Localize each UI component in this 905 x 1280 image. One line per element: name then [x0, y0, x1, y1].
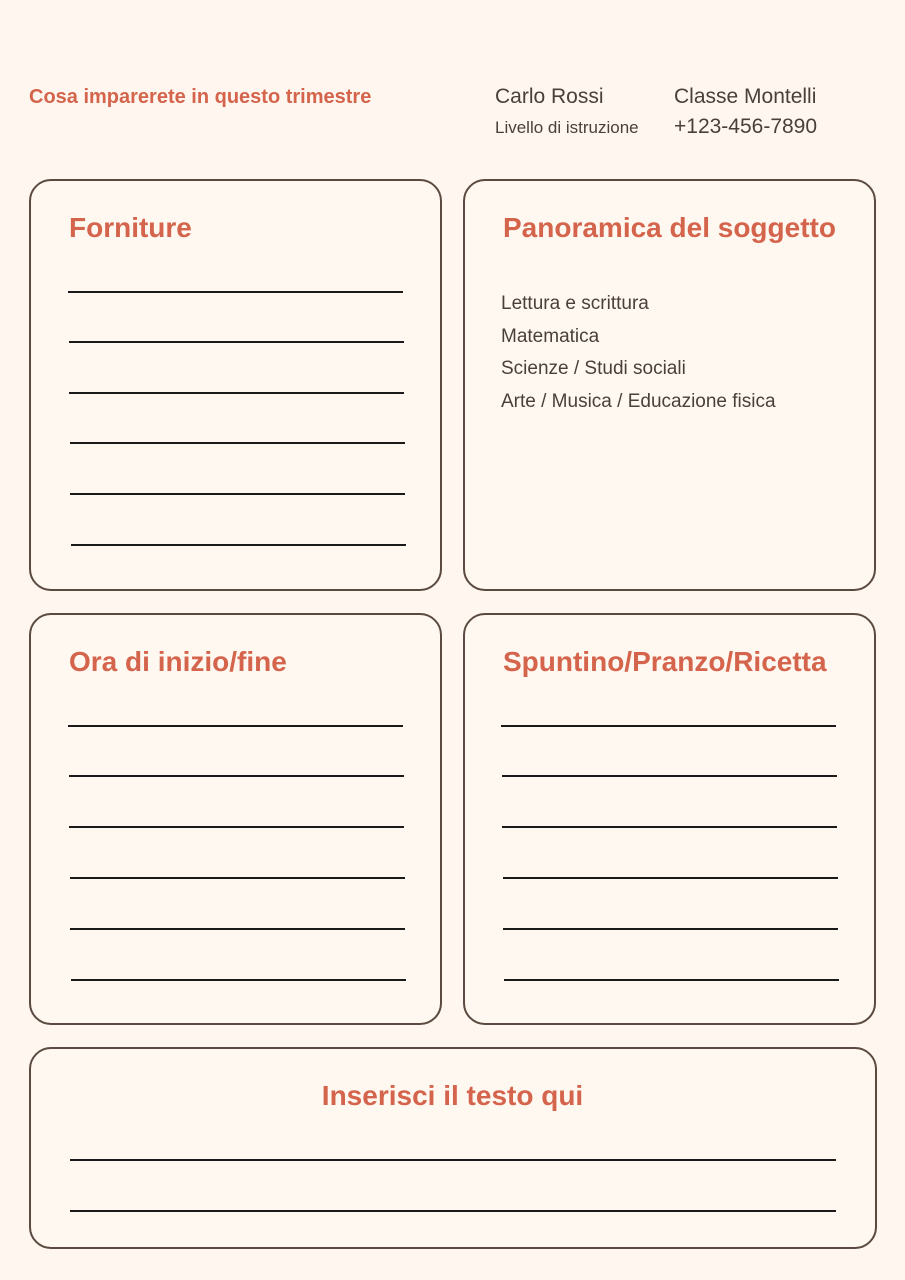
writing-line — [68, 291, 403, 293]
writing-line — [503, 877, 838, 879]
writing-line — [502, 826, 837, 828]
writing-line — [502, 775, 837, 777]
subject-item: Lettura e scrittura — [501, 293, 649, 314]
subject-item: Scienze / Studi sociali — [501, 358, 686, 379]
class-name: Classe Montelli — [674, 85, 817, 108]
writing-line — [70, 493, 405, 495]
writing-line — [69, 341, 404, 343]
subject-item: Arte / Musica / Educazione fisica — [501, 391, 776, 412]
page-heading: Cosa imparerete in questo trimestre — [29, 86, 372, 108]
writing-line — [70, 442, 405, 444]
phone-number: +123-456-7890 — [674, 115, 818, 138]
snack-title: Spuntino/Pranzo/Ricetta — [503, 646, 827, 677]
writing-line — [70, 877, 405, 879]
supplies-title: Forniture — [69, 212, 192, 243]
subject-overview-title: Panoramica del soggetto — [503, 212, 836, 243]
writing-line — [70, 1210, 836, 1212]
schedule-title: Ora di inizio/fine — [69, 646, 287, 677]
grade-level: Livello di istruzione — [495, 118, 639, 137]
writing-line — [69, 826, 404, 828]
writing-line — [501, 725, 836, 727]
writing-line — [70, 1159, 836, 1161]
writing-line — [69, 775, 404, 777]
writing-line — [69, 392, 404, 394]
writing-line — [70, 928, 405, 930]
teacher-name: Carlo Rossi — [495, 85, 604, 108]
notes-title: Inserisci il testo qui — [321, 1080, 584, 1111]
subject-item: Matematica — [501, 326, 600, 347]
notes-box — [29, 1047, 877, 1249]
writing-line — [504, 979, 839, 981]
writing-line — [71, 979, 406, 981]
writing-line — [68, 725, 403, 727]
writing-line — [71, 544, 406, 546]
writing-line — [503, 928, 838, 930]
